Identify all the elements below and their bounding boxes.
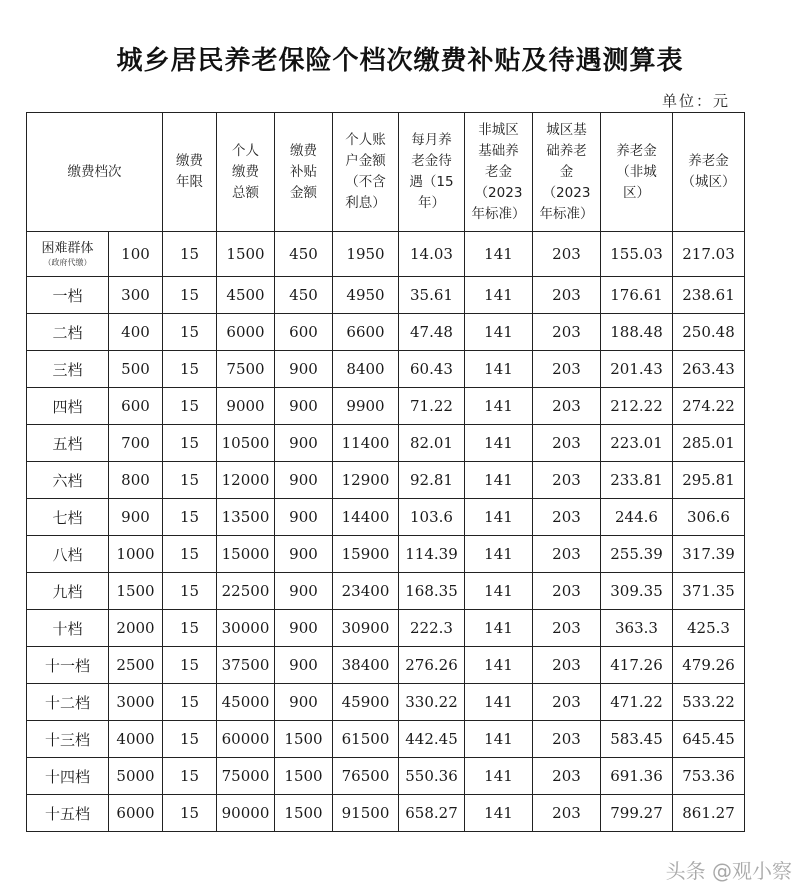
cell-amount: 4000 bbox=[109, 721, 163, 758]
cell-account: 76500 bbox=[333, 758, 399, 795]
cell-pension-urban: 861.27 bbox=[673, 795, 745, 832]
cell-subsidy: 450 bbox=[275, 277, 333, 314]
cell-subsidy: 900 bbox=[275, 536, 333, 573]
header-total: 个人 缴费 总额 bbox=[217, 113, 275, 232]
cell-pension-rural: 233.81 bbox=[601, 462, 673, 499]
cell-total: 9000 bbox=[217, 388, 275, 425]
cell-rural-base: 141 bbox=[465, 388, 533, 425]
cell-monthly: 92.81 bbox=[399, 462, 465, 499]
cell-amount: 600 bbox=[109, 388, 163, 425]
cell-urban-base: 203 bbox=[533, 499, 601, 536]
cell-account: 6600 bbox=[333, 314, 399, 351]
cell-years: 15 bbox=[163, 314, 217, 351]
cell-total: 13500 bbox=[217, 499, 275, 536]
cell-amount: 500 bbox=[109, 351, 163, 388]
cell-total: 7500 bbox=[217, 351, 275, 388]
cell-urban-base: 203 bbox=[533, 388, 601, 425]
cell-account: 38400 bbox=[333, 647, 399, 684]
cell-amount: 5000 bbox=[109, 758, 163, 795]
cell-years: 15 bbox=[163, 647, 217, 684]
header-subsidy: 缴费 补贴 金额 bbox=[275, 113, 333, 232]
cell-amount: 2000 bbox=[109, 610, 163, 647]
cell-pension-rural: 309.35 bbox=[601, 573, 673, 610]
cell-subsidy: 900 bbox=[275, 573, 333, 610]
cell-urban-base: 203 bbox=[533, 647, 601, 684]
table-row bbox=[27, 425, 745, 462]
cell-total: 60000 bbox=[217, 721, 275, 758]
table-row bbox=[27, 232, 745, 277]
cell-monthly: 71.22 bbox=[399, 388, 465, 425]
cell-amount: 800 bbox=[109, 462, 163, 499]
header-years: 缴费 年限 bbox=[163, 113, 217, 232]
table-row bbox=[27, 795, 745, 832]
cell-subsidy: 900 bbox=[275, 351, 333, 388]
cell-subsidy: 900 bbox=[275, 462, 333, 499]
cell-pension-rural: 244.6 bbox=[601, 499, 673, 536]
cell-urban-base: 203 bbox=[533, 721, 601, 758]
cell-tier: 十三档 bbox=[27, 721, 109, 758]
cell-pension-urban: 295.81 bbox=[673, 462, 745, 499]
cell-pension-urban: 263.43 bbox=[673, 351, 745, 388]
cell-rural-base: 141 bbox=[465, 425, 533, 462]
table-row bbox=[27, 758, 745, 795]
cell-urban-base: 203 bbox=[533, 351, 601, 388]
cell-pension-urban: 533.22 bbox=[673, 684, 745, 721]
cell-account: 45900 bbox=[333, 684, 399, 721]
cell-pension-rural: 583.45 bbox=[601, 721, 673, 758]
cell-account: 61500 bbox=[333, 721, 399, 758]
cell-total: 4500 bbox=[217, 277, 275, 314]
cell-subsidy: 900 bbox=[275, 647, 333, 684]
cell-account: 1950 bbox=[333, 232, 399, 277]
cell-monthly: 82.01 bbox=[399, 425, 465, 462]
cell-subsidy: 600 bbox=[275, 314, 333, 351]
cell-years: 15 bbox=[163, 610, 217, 647]
cell-pension-urban: 645.45 bbox=[673, 721, 745, 758]
cell-amount: 400 bbox=[109, 314, 163, 351]
cell-account: 14400 bbox=[333, 499, 399, 536]
cell-monthly: 276.26 bbox=[399, 647, 465, 684]
cell-total: 12000 bbox=[217, 462, 275, 499]
cell-amount: 100 bbox=[109, 232, 163, 277]
cell-total: 22500 bbox=[217, 573, 275, 610]
cell-years: 15 bbox=[163, 536, 217, 573]
cell-monthly: 168.35 bbox=[399, 573, 465, 610]
table-row bbox=[27, 536, 745, 573]
cell-years: 15 bbox=[163, 721, 217, 758]
cell-subsidy: 1500 bbox=[275, 721, 333, 758]
cell-rural-base: 141 bbox=[465, 314, 533, 351]
cell-urban-base: 203 bbox=[533, 795, 601, 832]
cell-amount: 1000 bbox=[109, 536, 163, 573]
cell-pension-rural: 188.48 bbox=[601, 314, 673, 351]
cell-tier: 一档 bbox=[27, 277, 109, 314]
cell-urban-base: 203 bbox=[533, 758, 601, 795]
cell-amount: 700 bbox=[109, 425, 163, 462]
cell-monthly: 114.39 bbox=[399, 536, 465, 573]
cell-account: 91500 bbox=[333, 795, 399, 832]
cell-pension-rural: 212.22 bbox=[601, 388, 673, 425]
cell-pension-urban: 371.35 bbox=[673, 573, 745, 610]
table-row bbox=[27, 351, 745, 388]
cell-urban-base: 203 bbox=[533, 425, 601, 462]
cell-pension-urban: 250.48 bbox=[673, 314, 745, 351]
cell-rural-base: 141 bbox=[465, 758, 533, 795]
cell-account: 11400 bbox=[333, 425, 399, 462]
cell-years: 15 bbox=[163, 573, 217, 610]
cell-pension-urban: 753.36 bbox=[673, 758, 745, 795]
cell-tier: 二档 bbox=[27, 314, 109, 351]
cell-subsidy: 1500 bbox=[275, 795, 333, 832]
cell-tier: 四档 bbox=[27, 388, 109, 425]
cell-rural-base: 141 bbox=[465, 351, 533, 388]
cell-pension-rural: 471.22 bbox=[601, 684, 673, 721]
cell-monthly: 47.48 bbox=[399, 314, 465, 351]
table-row bbox=[27, 647, 745, 684]
cell-tier: 八档 bbox=[27, 536, 109, 573]
cell-monthly: 550.36 bbox=[399, 758, 465, 795]
cell-pension-rural: 201.43 bbox=[601, 351, 673, 388]
cell-subsidy: 900 bbox=[275, 610, 333, 647]
cell-monthly: 103.6 bbox=[399, 499, 465, 536]
table-header-row bbox=[27, 113, 745, 232]
table-row bbox=[27, 277, 745, 314]
table-row bbox=[27, 314, 745, 351]
cell-amount: 2500 bbox=[109, 647, 163, 684]
cell-account: 8400 bbox=[333, 351, 399, 388]
cell-pension-rural: 799.27 bbox=[601, 795, 673, 832]
table-row bbox=[27, 573, 745, 610]
cell-rural-base: 141 bbox=[465, 610, 533, 647]
cell-tier: 十四档 bbox=[27, 758, 109, 795]
cell-monthly: 60.43 bbox=[399, 351, 465, 388]
header-rural-base: 非城区 基础养 老金 （2023 年标准） bbox=[465, 113, 533, 232]
cell-pension-rural: 255.39 bbox=[601, 536, 673, 573]
cell-monthly: 658.27 bbox=[399, 795, 465, 832]
pension-calculation-table bbox=[26, 112, 745, 832]
cell-total: 90000 bbox=[217, 795, 275, 832]
cell-account: 12900 bbox=[333, 462, 399, 499]
cell-tier: 九档 bbox=[27, 573, 109, 610]
cell-pension-urban: 217.03 bbox=[673, 232, 745, 277]
cell-tier: 困难群体 （政府代缴） bbox=[27, 232, 109, 277]
cell-rural-base: 141 bbox=[465, 499, 533, 536]
cell-subsidy: 900 bbox=[275, 388, 333, 425]
table-row bbox=[27, 684, 745, 721]
table-row bbox=[27, 499, 745, 536]
cell-subsidy: 450 bbox=[275, 232, 333, 277]
cell-rural-base: 141 bbox=[465, 277, 533, 314]
cell-rural-base: 141 bbox=[465, 684, 533, 721]
cell-total: 6000 bbox=[217, 314, 275, 351]
header-tier: 缴费档次 bbox=[27, 113, 163, 232]
cell-urban-base: 203 bbox=[533, 610, 601, 647]
cell-pension-urban: 274.22 bbox=[673, 388, 745, 425]
cell-amount: 1500 bbox=[109, 573, 163, 610]
cell-rural-base: 141 bbox=[465, 232, 533, 277]
cell-pension-urban: 285.01 bbox=[673, 425, 745, 462]
cell-pension-urban: 238.61 bbox=[673, 277, 745, 314]
cell-pension-rural: 223.01 bbox=[601, 425, 673, 462]
cell-urban-base: 203 bbox=[533, 314, 601, 351]
cell-tier: 十档 bbox=[27, 610, 109, 647]
header-pension-urban: 养老金 （城区） bbox=[673, 113, 745, 232]
cell-subsidy: 900 bbox=[275, 684, 333, 721]
cell-tier: 三档 bbox=[27, 351, 109, 388]
cell-years: 15 bbox=[163, 462, 217, 499]
cell-years: 15 bbox=[163, 499, 217, 536]
cell-pension-rural: 417.26 bbox=[601, 647, 673, 684]
cell-total: 45000 bbox=[217, 684, 275, 721]
cell-years: 15 bbox=[163, 232, 217, 277]
cell-total: 10500 bbox=[217, 425, 275, 462]
cell-account: 23400 bbox=[333, 573, 399, 610]
cell-amount: 3000 bbox=[109, 684, 163, 721]
cell-urban-base: 203 bbox=[533, 232, 601, 277]
cell-subsidy: 1500 bbox=[275, 758, 333, 795]
cell-tier: 十二档 bbox=[27, 684, 109, 721]
cell-tier: 六档 bbox=[27, 462, 109, 499]
cell-account: 15900 bbox=[333, 536, 399, 573]
cell-rural-base: 141 bbox=[465, 573, 533, 610]
cell-rural-base: 141 bbox=[465, 721, 533, 758]
cell-pension-urban: 425.3 bbox=[673, 610, 745, 647]
cell-subsidy: 900 bbox=[275, 425, 333, 462]
cell-amount: 300 bbox=[109, 277, 163, 314]
cell-monthly: 442.45 bbox=[399, 721, 465, 758]
cell-account: 9900 bbox=[333, 388, 399, 425]
cell-years: 15 bbox=[163, 277, 217, 314]
cell-pension-rural: 176.61 bbox=[601, 277, 673, 314]
header-urban-base: 城区基 础养老 金 （2023 年标准） bbox=[533, 113, 601, 232]
cell-amount: 900 bbox=[109, 499, 163, 536]
cell-pension-urban: 306.6 bbox=[673, 499, 745, 536]
cell-subsidy: 900 bbox=[275, 499, 333, 536]
table-row bbox=[27, 388, 745, 425]
cell-pension-urban: 317.39 bbox=[673, 536, 745, 573]
cell-monthly: 330.22 bbox=[399, 684, 465, 721]
table-row bbox=[27, 610, 745, 647]
cell-rural-base: 141 bbox=[465, 647, 533, 684]
table-row bbox=[27, 721, 745, 758]
cell-years: 15 bbox=[163, 425, 217, 462]
cell-total: 75000 bbox=[217, 758, 275, 795]
cell-urban-base: 203 bbox=[533, 536, 601, 573]
unit-label: 单位：元 bbox=[661, 92, 730, 110]
cell-monthly: 14.03 bbox=[399, 232, 465, 277]
cell-urban-base: 203 bbox=[533, 573, 601, 610]
cell-total: 1500 bbox=[217, 232, 275, 277]
cell-urban-base: 203 bbox=[533, 684, 601, 721]
cell-pension-urban: 479.26 bbox=[673, 647, 745, 684]
cell-tier: 五档 bbox=[27, 425, 109, 462]
cell-rural-base: 141 bbox=[465, 795, 533, 832]
cell-total: 30000 bbox=[217, 610, 275, 647]
cell-tier: 七档 bbox=[27, 499, 109, 536]
cell-pension-rural: 363.3 bbox=[601, 610, 673, 647]
cell-years: 15 bbox=[163, 758, 217, 795]
page-title: 城乡居民养老保险个档次缴费补贴及待遇测算表 bbox=[116, 46, 684, 76]
cell-tier: 十一档 bbox=[27, 647, 109, 684]
cell-tier: 十五档 bbox=[27, 795, 109, 832]
cell-years: 15 bbox=[163, 795, 217, 832]
cell-account: 4950 bbox=[333, 277, 399, 314]
cell-rural-base: 141 bbox=[465, 536, 533, 573]
cell-rural-base: 141 bbox=[465, 462, 533, 499]
watermark: 头条 @观小察 bbox=[665, 859, 792, 883]
cell-urban-base: 203 bbox=[533, 277, 601, 314]
header-monthly: 每月养 老金待 遇（15 年） bbox=[399, 113, 465, 232]
cell-years: 15 bbox=[163, 351, 217, 388]
cell-total: 37500 bbox=[217, 647, 275, 684]
cell-monthly: 222.3 bbox=[399, 610, 465, 647]
cell-years: 15 bbox=[163, 388, 217, 425]
cell-total: 15000 bbox=[217, 536, 275, 573]
cell-pension-rural: 155.03 bbox=[601, 232, 673, 277]
header-pension-rural: 养老金 （非城 区） bbox=[601, 113, 673, 232]
header-account: 个人账 户金额 （不含 利息） bbox=[333, 113, 399, 232]
table-body bbox=[27, 232, 745, 832]
table-row bbox=[27, 462, 745, 499]
cell-monthly: 35.61 bbox=[399, 277, 465, 314]
cell-pension-rural: 691.36 bbox=[601, 758, 673, 795]
cell-urban-base: 203 bbox=[533, 462, 601, 499]
cell-years: 15 bbox=[163, 684, 217, 721]
cell-amount: 6000 bbox=[109, 795, 163, 832]
cell-account: 30900 bbox=[333, 610, 399, 647]
